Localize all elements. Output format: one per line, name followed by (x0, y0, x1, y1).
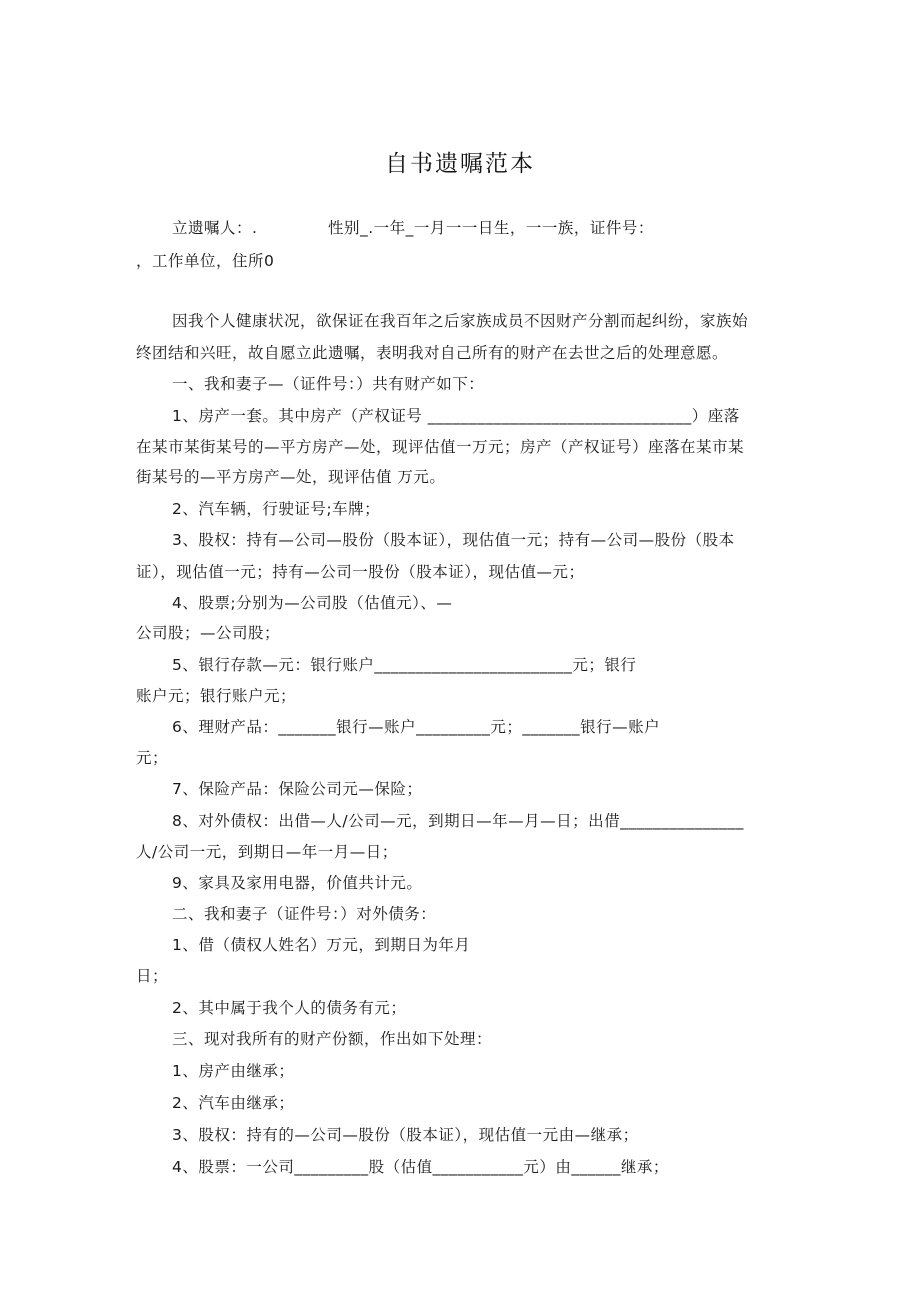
preamble-line-2: 终团结和兴旺，故自愿立此遗嘱，表明我对自己所有的财产在去世之后的处理意愿。 (136, 344, 729, 362)
item-1-2: 2、汽车辆，行驶证号;车牌； (172, 500, 381, 518)
item-1-5-line-1: 5、银行存款—元：银行账户________________________元；银行 (172, 656, 637, 674)
item-1-9: 9、家具及家用电器，价值共计元。 (172, 874, 423, 892)
item-2-2: 2、其中属于我个人的债务有元； (172, 999, 407, 1017)
item-3-3: 3、股权：持有的—公司—股份（股本证），现估值一元由—继承； (172, 1126, 639, 1144)
item-3-1: 1、房产由继承； (172, 1062, 295, 1080)
preamble-line-1: 因我个人健康状况，欲保证在我百年之后家族成员不因财产分割而起纠纷，家族始 (172, 312, 749, 330)
document-title: 自书遗嘱范本 (385, 151, 535, 177)
item-1-5-line-2: 账户元；银行账户元； (136, 687, 297, 705)
item-1-1-line-3: 街某号的—平方房产—处，现评估值 万元。 (136, 468, 446, 486)
item-1-4-line-1: 4、股票;分别为—公司股（估值元）、— (172, 594, 453, 612)
item-3-2: 2、汽车由继承； (172, 1094, 295, 1112)
item-3-4: 4、股票：一公司_________股（估值___________元）由______继承； (172, 1158, 669, 1176)
item-1-6-line-2: 元； (136, 749, 169, 767)
item-1-3-line-1: 3、股权：持有—公司—股份（股本证），现估值一元；持有—公司—股份（股本 (172, 531, 735, 549)
item-1-8-line-2: 人/公司一元，到期日—年一月—日； (136, 843, 398, 861)
item-1-3-line-2: 证），现估值一元；持有—公司一股份（股本证），现估值—元； (136, 563, 585, 581)
section-2-heading: 二、我和妻子（证件号：）对外债务： (172, 905, 437, 923)
item-1-6-line-1: 6、理财产品：_______银行—账户_________元；_______银行—账户 (172, 718, 661, 736)
section-3-heading: 三、现对我所有的财产份额，作出如下处理： (172, 1030, 493, 1048)
item-2-1-line-2: 日； (136, 967, 169, 985)
section-1-heading: 一、我和妻子—（证件号：）共有财产如下： (172, 375, 485, 393)
item-1-8-line-1: 8、对外债权：出借—人/公司—元，到期日—年—月—日；出借_______________ (172, 812, 744, 830)
item-1-1-line-1: 1、房产一套。其中房产（产权证号 ________________________________）座落 (172, 407, 740, 425)
item-1-1-line-2: 在某市某街某号的—平方房产—处，现评估值一万元；房产（产权证号）座落在某市某 (136, 438, 745, 456)
item-1-4-line-2: 公司股；—公司股； (136, 624, 281, 642)
testator-address-line: ，工作单位，住所0 (136, 252, 275, 270)
item-1-7: 7、保险产品：保险公司元—保险； (172, 780, 423, 798)
testator-info-line: 立遗嘱人：. 性别_.一年_一月一一日生，一一族，证件号： (172, 219, 654, 237)
item-2-1-line-1: 1、借（债权人姓名）万元，到期日为年月 (172, 936, 471, 954)
